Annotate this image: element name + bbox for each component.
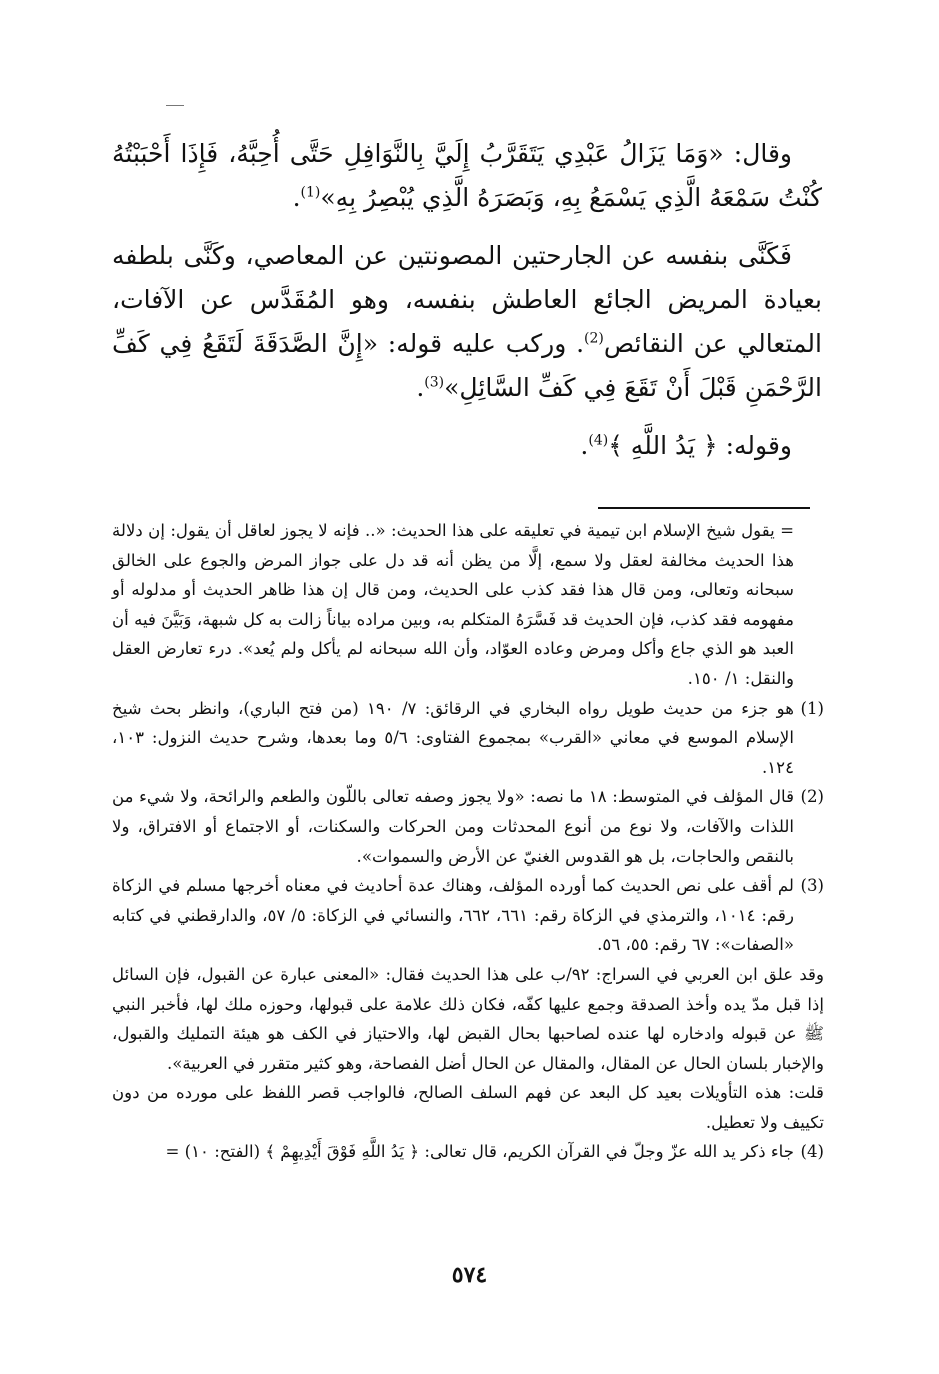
footnote-2 (112, 782, 824, 871)
footnote-ref-1[interactable]: (1) (300, 184, 321, 201)
paragraph-2 (112, 234, 822, 410)
footnote-3-comment-text: وقد علق ابن العربي في السراج: ٩٢/ب على هذا الحديث فقال: «المعنى عبارة عن القبول، فإن السائل إذا قبل مدّ يده وأخذ الصدقة وجمع عليها كفّه، فكان ذلك علامة على قبولها، وحوزه ملك لها، فأخبر النبي ﷺ عن قبوله وادخاره لها عنده لصاحبها بحال القبض لها، والاحتياز في الكف هو هيئة التمليك والقبول، والإخبار بلسان الحال عن المقال، والمقال عن الحال أضل الفصاحة، وهو كثير متقرر في العربية». (112, 964, 824, 1073)
paragraph-1-text: وقال: «وَمَا يَزَالُ عَبْدِي يَتَقَرَّبُ إِلَيَّ بِالنَّوَافِلِ حَتَّى أُحِبَّهُ، فَإِذَا أَحْبَبْتُهُ كُنْتُ سَمْعَهُ الَّذِي يَسْمَعُ بِهِ، وَبَصَرَهُ الَّذِي يُبْصِرُ بِهِ» (112, 139, 822, 212)
footnote-3-remark-text: قلت: هذه التأويلات بعيد كل البعد عن فهم السلف الصالح، فالواجب قصر اللفظ على مورده من دون تكييف ولا تعطيل. (112, 1083, 824, 1132)
paragraph-2-text-b: . وركب عليه قوله: «إِنَّ الصَّدَقَةَ لَتَقَعُ فِي كَفِّ الرَّحْمَنِ قَبْلَ أَنْ تَقَعَ فِي كَفِّ السَّائِلِ» (112, 329, 822, 402)
footnote-continued (112, 516, 824, 694)
footnote-3 (112, 871, 824, 960)
footnote-1-number: (1) (800, 698, 824, 718)
footnote-2-number: (2) (800, 787, 825, 807)
footnote-4 (112, 1137, 824, 1167)
paragraph-3 (112, 424, 822, 468)
footnote-3-remark (112, 1078, 824, 1137)
footnote-separator (598, 507, 810, 509)
footnote-1-text: هو جزء من حديث طويل رواه البخاري في الرقائق: ٧/ ١٩٠ (من فتح الباري)، وانظر بحث شيخ الإسلام الموسع في معاني «القرب» بمجموع الفتاوى: ٥/٦ وما بعدها، وشرح حديث النزول: ١٠٣، ١٢٤. (112, 698, 794, 777)
paragraph-1-end: . (292, 183, 301, 212)
page-number: ٥٧٤ (451, 1262, 488, 1288)
footnote-3-number: (3) (800, 876, 824, 896)
footnote-2-text: قال المؤلف في المتوسط: ١٨ ما نصه: «ولا يجوز وصفه تعالى باللّون والطعم والرائحة، ولا شيء من اللذات والآفات، ولا نوع من أنوع المحدثات ومن الحركات والسكنات، أو الاجتماع أو الافتراق، ولا بالنقص والحاجات، بل هو القدوس الغنيّ عن الأرض والسموات». (112, 787, 795, 866)
footnote-3-comment (112, 960, 824, 1078)
main-text (112, 132, 822, 482)
paragraph-3-end: . (580, 431, 589, 460)
footnote-continued-text: = يقول شيخ الإسلام ابن تيمية في تعليقه على هذا الحديث: «.. فإنه لا يجوز لعاقل أن يقول: إن دلالة هذا الحديث مخالفة لعقل ولا سمع، إلَّا من يظن أنه قد دل على جواز المرض والجوع على الخالق سبحانه وتعالى، ومن قال هذا فقد كذب على الحديث، ومن قال إن هذا ظاهر الحديث أو مدلوله أو مفهومه فقد كذب، فإن الحديث قد فَسَّرَهُ المتكلم به، وبين مراده بياناً زالت به كل شبهة، وَبَيَّنَ فيه أن العبد هو الذي جاع وأكل ومرض وعاده العوّاد، وأن الله سبحانه لم يأكل ولم يُعد». درء تعارض العقل والنقل: ١/ ١٥٠. (112, 521, 794, 688)
footnote-4-text: جاء ذكر يد الله عزّ وجلّ في القرآن الكريم، قال تعالى: ﴿ يَدُ اللَّهِ فَوْقَ أَيْدِيهِمْ ﴾ (الفتح: ١٠) = (165, 1142, 794, 1162)
paragraph-2-end: . (416, 373, 425, 402)
footnote-ref-4[interactable]: (4) (588, 432, 609, 449)
top-mark (166, 105, 184, 106)
footnote-1 (112, 694, 824, 783)
footnote-3-text: لم أقف على نص الحديث كما أورده المؤلف، وهناك عدة أحاديث في معناه أخرجها مسلم في الزكاة رقم: ١٠١٤، والترمذي في الزكاة رقم: ٦٦١، ٦٦٢، والنسائي في الزكاة: ٥/ ٥٧، والدارقطني في كتابه «الصفات»: ٦٧ رقم: ٥٥، ٥٦. (112, 876, 794, 955)
paragraph-3-text: وقوله: ﴿ يَدُ اللَّهِ ﴾ (608, 431, 792, 460)
paragraph-1 (112, 132, 822, 220)
footnote-4-number: (4) (800, 1142, 824, 1162)
footnotes (112, 516, 824, 1167)
footnote-ref-3[interactable]: (3) (424, 374, 445, 391)
paragraph-2-text: فَكَنَّى بنفسه عن الجارحتين المصونتين عن المعاصي، وكَنَّى بلطفه بعيادة المريض الجائع العاطش بنفسه، وهو المُقَدَّس عن الآفات، المتعالي عن النقائص (112, 241, 822, 358)
footnote-ref-2[interactable]: (2) (584, 330, 604, 347)
